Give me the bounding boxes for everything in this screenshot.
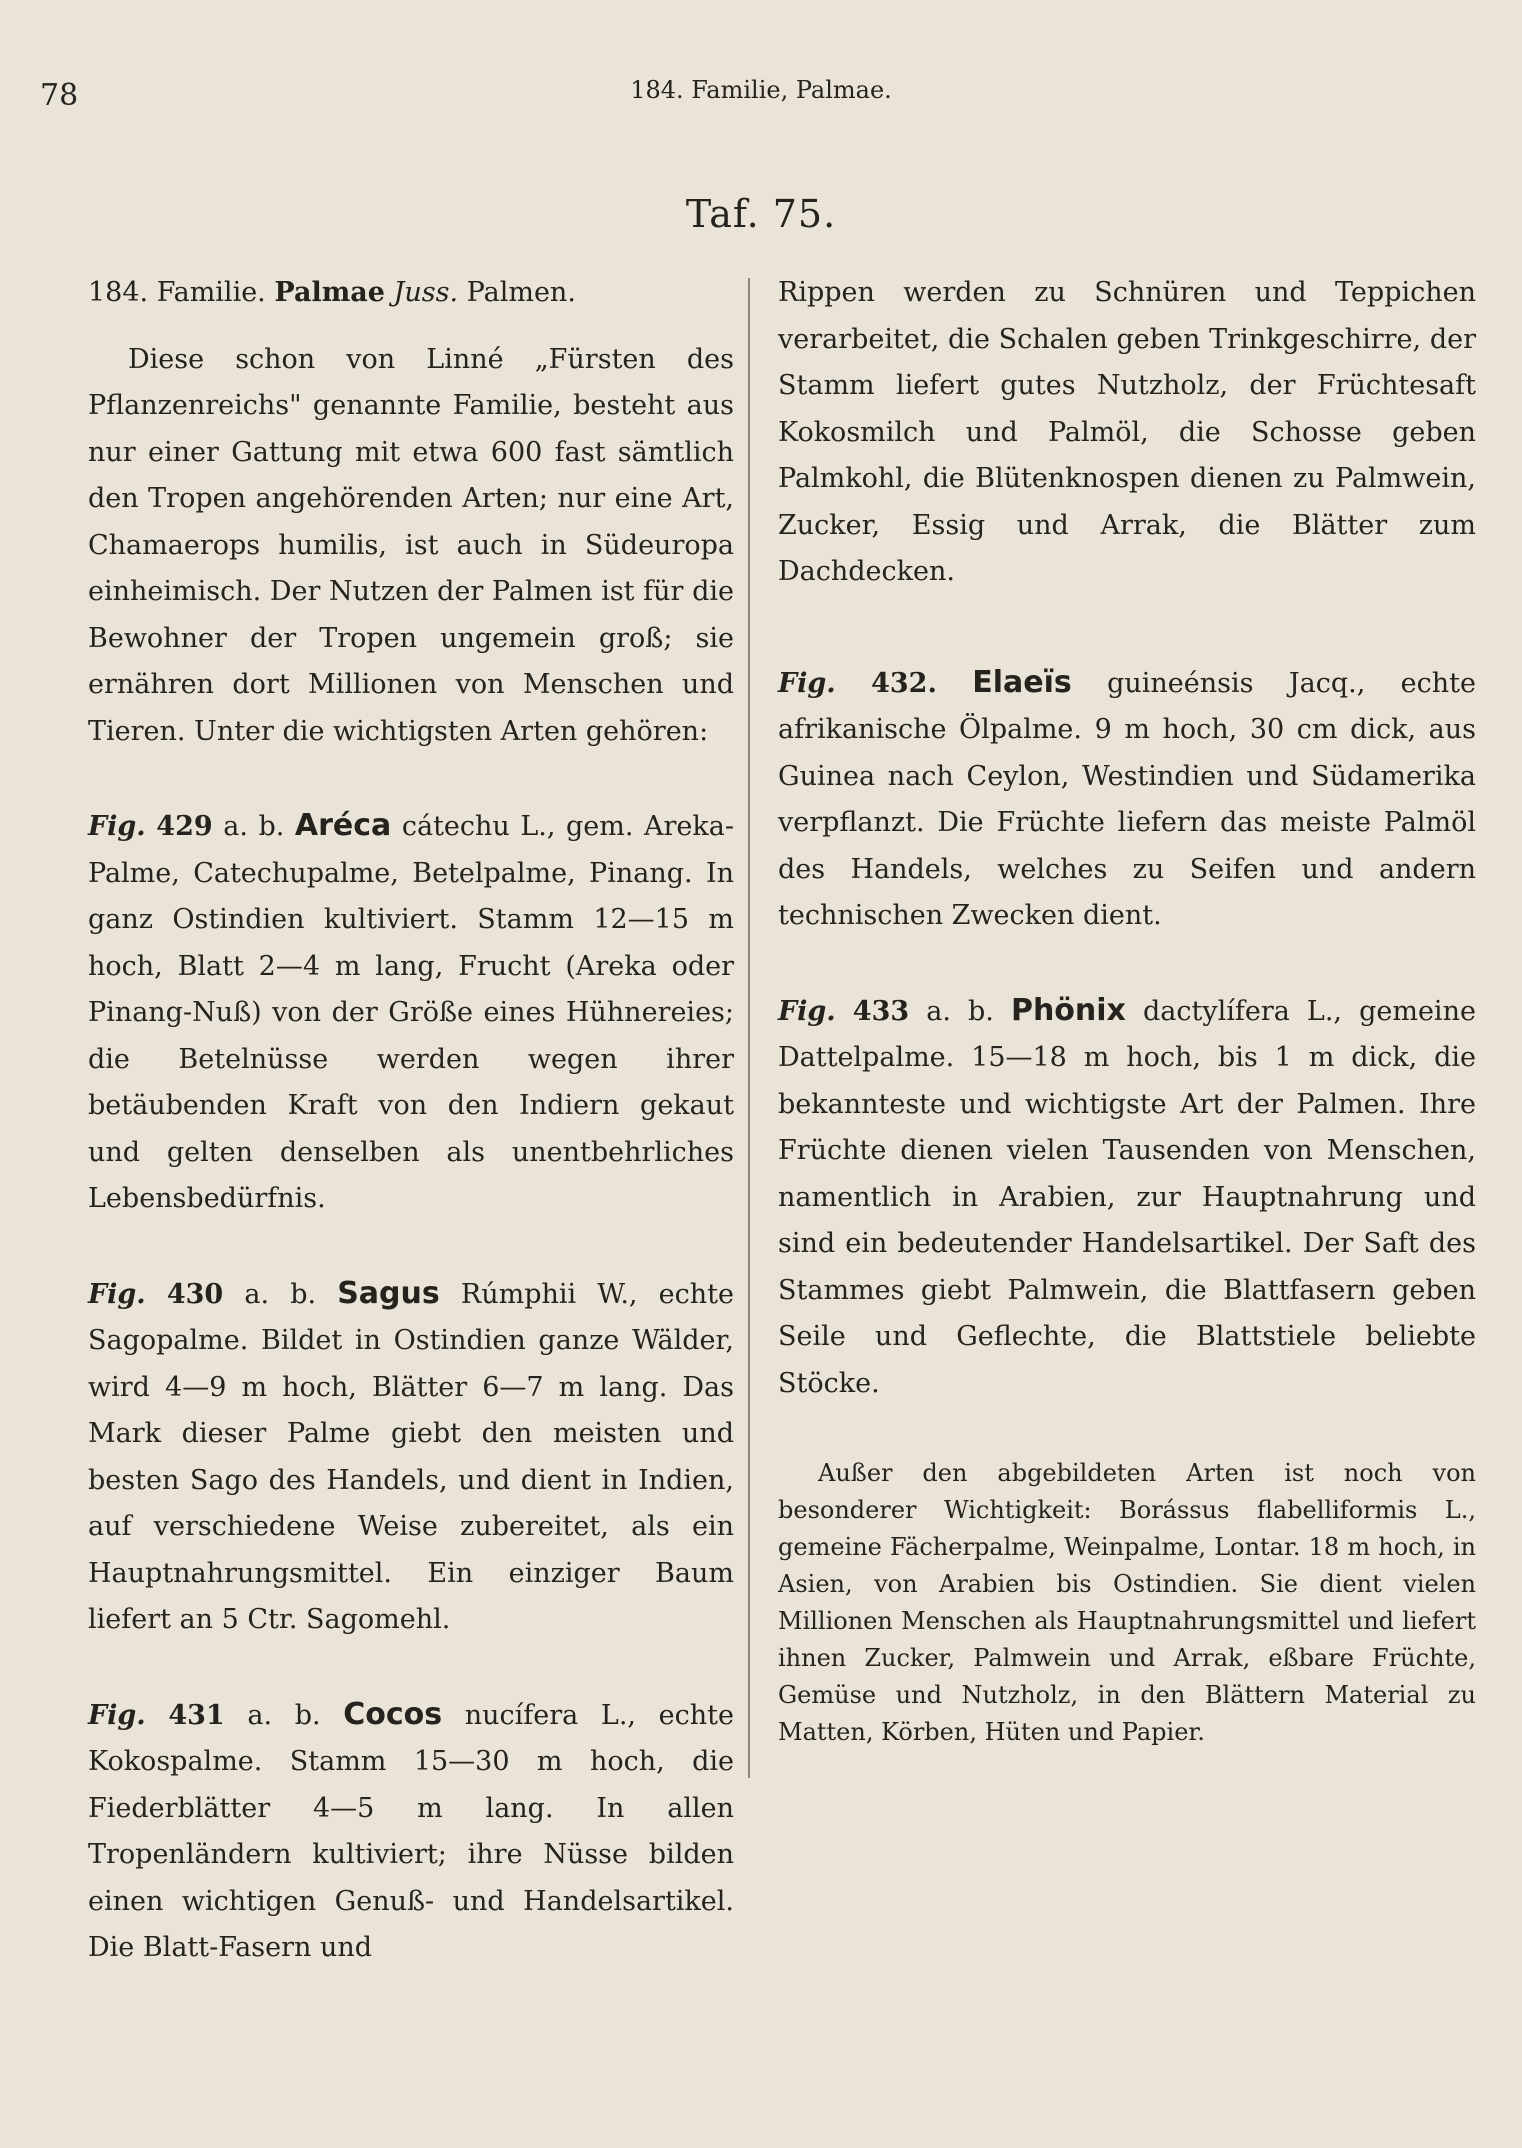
species-description: cátechu L., gem. Areka-Palme, Catechupalme, Betelpalme, Pinang. In ganz Ostindien kultiviert. Stamm 12—15 m hoch, Blatt 2—4 m lang, Frucht (Areka oder Pinang-Nuß) von der Größe eines Hühnereies; die Betelnüsse werden wegen ihrer betäubenden Kraft von den Indiern gekaut und gelten denselben als unentbehrliches Lebensbedürfnis. xyxy=(88,811,734,1214)
fig-parts: a. b. xyxy=(223,811,285,842)
running-header: 184. Familie, Palmae. xyxy=(630,76,892,104)
right-column xyxy=(778,270,1476,1751)
plate-title: Taf. 75. xyxy=(685,192,837,236)
fig-label: Fig. xyxy=(88,811,146,842)
fig-label: Fig. xyxy=(778,995,836,1027)
fig-label: Fig. xyxy=(88,1278,146,1310)
column-divider xyxy=(748,278,750,1778)
family-author: Juss. xyxy=(393,277,459,308)
appendix-paragraph: Außer den abgebildeten Arten ist noch von besonderer Wichtigkeit: Borássus flabelliformis L., gemeine Fächerpalme, Weinpalme, Lontar. 18 m hoch, in Asien, von Arabien bis Ostindien. Sie dient vielen Millionen Menschen als Hauptnahrungsmittel und liefert ihnen Zucker, Palmwein und Arrak, eßbare Früchte, Gemüse und Nutzholz, in den Blättern Material zu Matten, Körben, Hüten und Papier. xyxy=(778,1459,1476,1746)
intro-paragraph: Diese schon von Linné „Fürsten des Pflanzenreichs" genannte Familie, besteht aus nur einer Gattung mit etwa 600 fast sämtlich den Tropen angehörenden Arten; nur eine Art, Chamaerops humilis, ist auch in Südeuropa einheimisch. Der Nutzen der Palmen ist für die Bewohner der Tropen ungemein groß; sie ernähren dort Millionen von Menschen und Tieren. Unter die wichtigsten Arten gehören: xyxy=(88,343,734,747)
fig-label: Fig. xyxy=(88,1699,146,1731)
species-entry-429 xyxy=(88,803,734,1223)
species-entry-430 xyxy=(88,1271,734,1644)
genus-name: Sagus xyxy=(337,1275,440,1311)
fig-number: 429 xyxy=(156,811,213,842)
family-name: Palmae xyxy=(274,277,385,308)
continued-text: Rippen werden zu Schnüren und Teppichen verarbeitet, die Schalen geben Trinkgeschirre, der Stamm liefert gutes Nutzholz, der Früchtesaft Kokosmilch und Palmöl, die Schosse geben Palmkohl, die Blütenknospen dienen zu Palmwein, Zucker, Essig und Arrak, die Blätter zum Dachdecken. xyxy=(778,277,1476,587)
fig-parts: a. b. xyxy=(244,1278,317,1310)
species-description: nucífera L., echte Kokospalme. Stamm 15—30 m hoch, die Fiederblätter 4—5 m lang. In allen Tropenländern kultiviert; ihre Nüsse bilden einen wichtigen Genuß- und Handelsartikel. Die Blatt-Fasern und xyxy=(88,1699,734,1963)
left-column xyxy=(88,270,734,2020)
species-entry-433 xyxy=(778,988,1476,1408)
fig-parts: a. b. xyxy=(247,1699,321,1731)
genus-name: Phönix xyxy=(1010,992,1126,1028)
species-description: dactylífera L., gemeine Dattelpalme. 15—18 m hoch, bis 1 m dick, die bekannteste und wichtigste Art der Palmen. Ihre Früchte dienen vielen Tausenden von Menschen, namentlich in Arabien, zur Hauptnahrung und sind ein bedeutender Handelsartikel. Der Saft des Stammes giebt Palmwein, die Blattfasern geben Seile und Geflechte, die Blattstiele beliebte Stöcke. xyxy=(778,995,1476,1399)
species-description: Rúmphii W., echte Sagopalme. Bildet in Ostindien ganze Wälder, wird 4—9 m hoch, Blätter 6—7 m lang. Das Mark dieser Palme giebt den meisten und besten Sago des Handels, und dient in Indien, auf verschiedene Weise zubereitet, als ein Hauptnahrungsmittel. Ein einziger Baum liefert an 5 Ctr. Sagomehl. xyxy=(88,1278,734,1635)
fig-label: Fig. xyxy=(778,667,836,699)
family-prefix: 184. Familie. xyxy=(88,277,266,308)
genus-name: Aréca xyxy=(294,808,392,843)
fig-number: 432. xyxy=(871,667,937,699)
page-number: 78 xyxy=(40,78,79,113)
fig-number: 433 xyxy=(852,995,910,1027)
fig-number: 430 xyxy=(166,1278,224,1310)
species-entry-432 xyxy=(778,660,1476,940)
fig-number: 431 xyxy=(168,1699,225,1731)
genus-name: Cocos xyxy=(343,1696,443,1732)
family-common-name: Palmen. xyxy=(466,277,576,308)
species-description: guineénsis Jacq., echte afrikanische Ölpalme. 9 m hoch, 30 cm dick, aus Guinea nach Ceylon, Westindien und Südamerika verpflanzt. Die Früchte liefern das meiste Palmöl des Handels, welches zu Seifen und andern technischen Zwecken dient. xyxy=(778,667,1476,931)
species-entry-431 xyxy=(88,1692,734,1972)
genus-name: Elaeïs xyxy=(972,664,1072,700)
fig-parts: a. b. xyxy=(926,995,994,1027)
family-heading xyxy=(88,270,734,317)
